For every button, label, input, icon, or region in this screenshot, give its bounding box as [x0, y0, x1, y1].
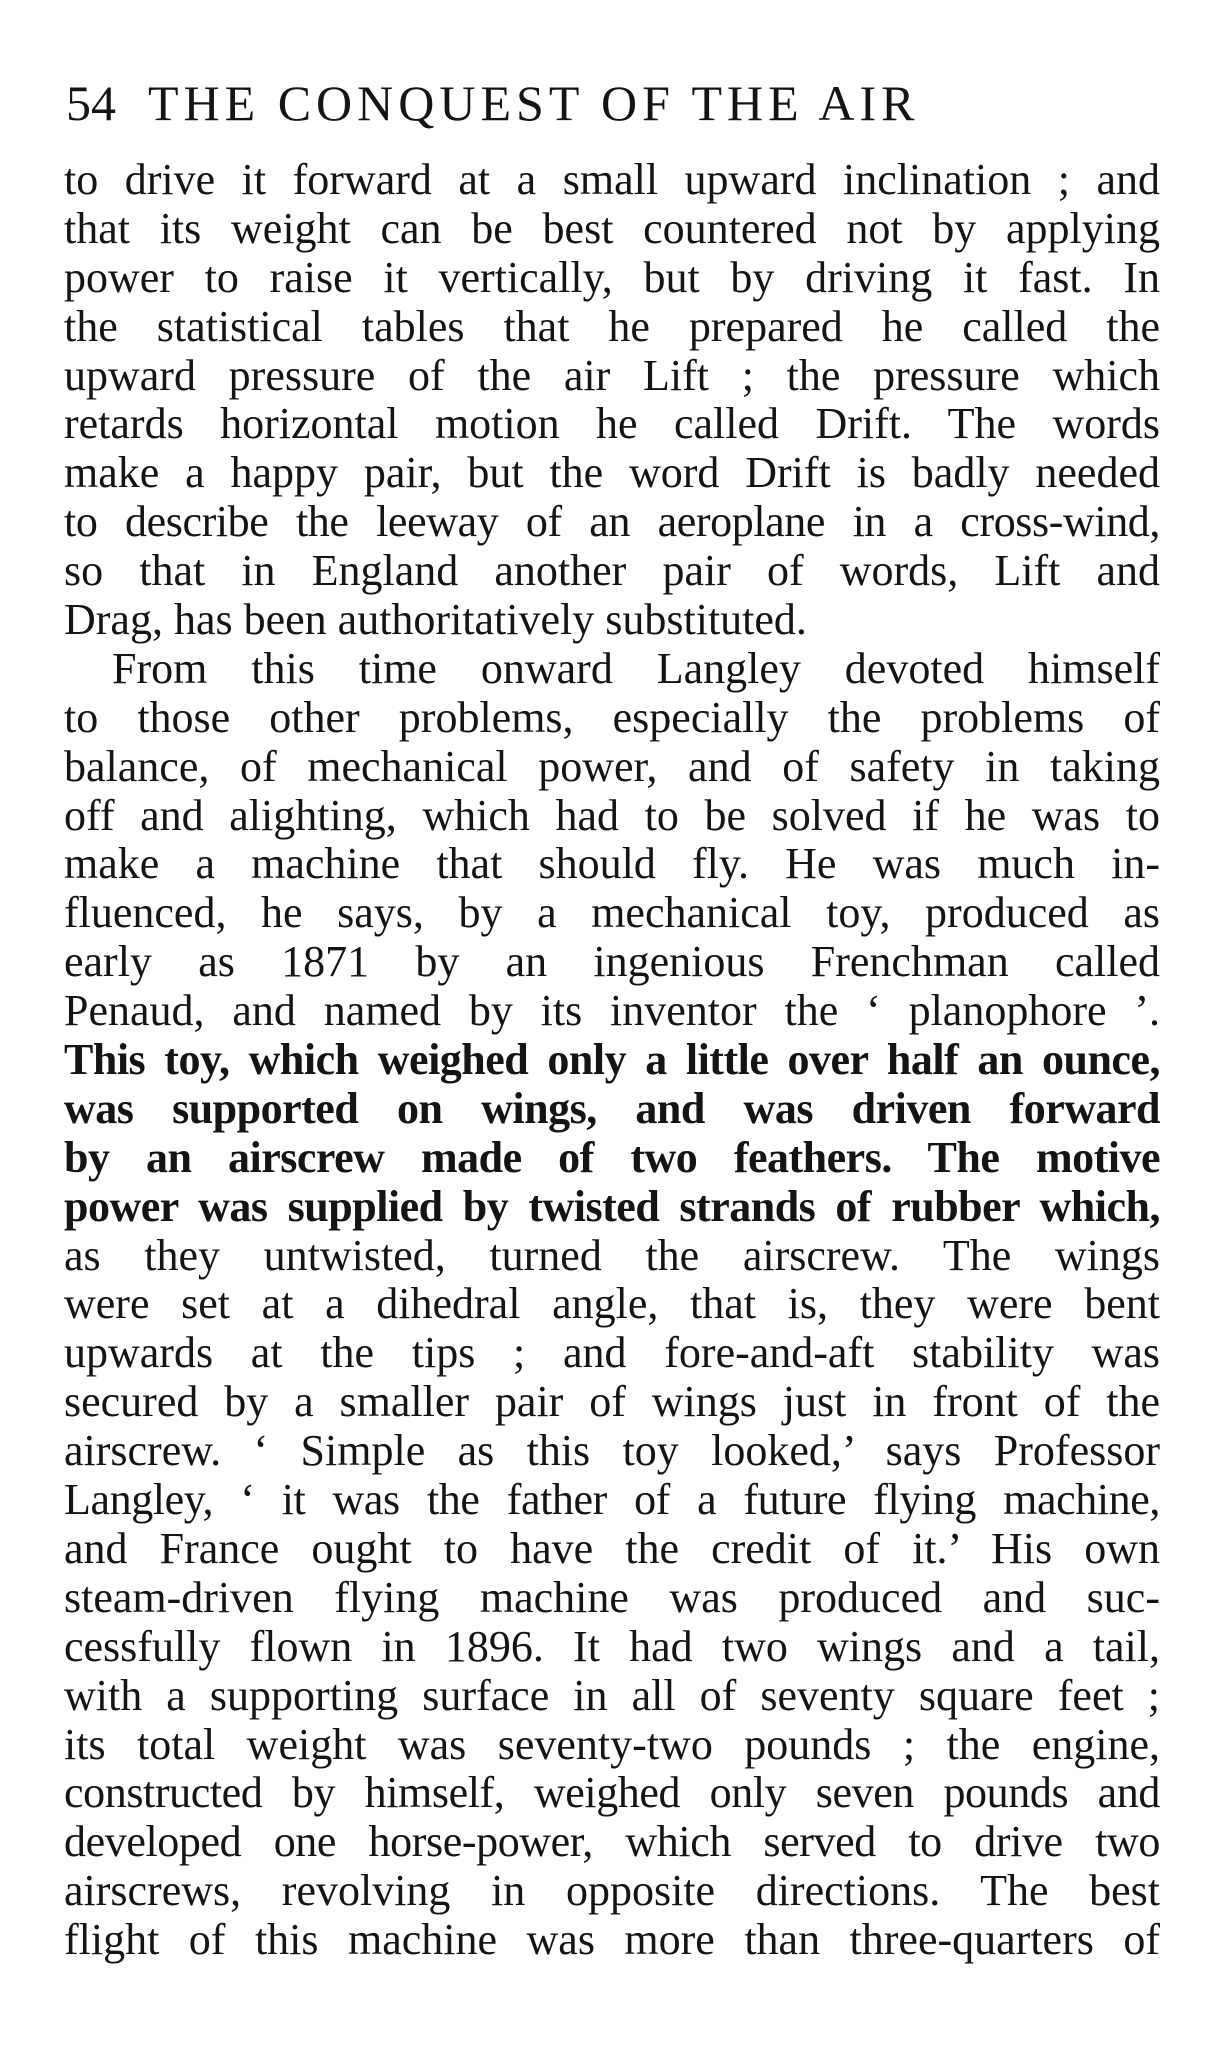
running-head-title: THE CONQUEST OF THE AIR: [148, 75, 920, 131]
text-line: Langley, ‘ it was the father of a future flying machine,: [64, 1475, 1160, 1525]
text-line: off and alighting, which had to be solved if he was to: [64, 790, 1160, 840]
text-line: upwards at the tips ; and fore-and-aft stability was: [64, 1328, 1160, 1378]
text-line: steam-driven flying machine was produced and suc-: [64, 1572, 1160, 1622]
text-line: early as 1871 by an ingenious Frenchman called: [64, 937, 1160, 987]
text-line: the statistical tables that he prepared he called the: [64, 301, 1160, 351]
page-number: 54: [66, 75, 116, 131]
text-line: flight of this machine was more than three-quarters of: [64, 1915, 1160, 1965]
text-line: From this time onward Langley devoted himself: [112, 643, 1160, 693]
text-line: Drag, has been authoritatively substituted.: [64, 595, 807, 645]
text-line: power was supplied by twisted strands of rubber which,: [64, 1181, 1160, 1231]
text-line: constructed by himself, weighed only seven pounds and: [64, 1768, 1160, 1818]
text-line: that its weight can be best countered not by applying: [64, 203, 1160, 253]
body-text: [64, 156, 1160, 1965]
text-line: was supported on wings, and was driven forward: [64, 1083, 1160, 1133]
text-line: by an airscrew made of two feathers. The motive: [64, 1132, 1160, 1182]
text-line: so that in England another pair of words, Lift and: [64, 546, 1160, 596]
text-line: retards horizontal motion he called Drift. The words: [64, 399, 1160, 449]
text-line: and France ought to have the credit of it.’ His own: [64, 1523, 1160, 1573]
text-line: cessfully flown in 1896. It had two wings and a tail,: [64, 1621, 1160, 1671]
text-line: make a happy pair, but the word Drift is badly needed: [64, 448, 1160, 498]
running-head: [66, 68, 1166, 138]
text-line: make a machine that should fly. He was much in-: [64, 839, 1160, 889]
text-line: were set at a dihedral angle, that is, they were bent: [64, 1279, 1160, 1329]
text-line: upward pressure of the air Lift ; the pressure which: [64, 350, 1160, 400]
text-line: to drive it forward at a small upward inclination ; and: [64, 155, 1160, 204]
text-line: This toy, which weighed only a little over half an ounce,: [64, 1035, 1160, 1085]
text-line: airscrews, revolving in opposite directions. The best: [64, 1866, 1160, 1916]
text-line: Penaud, and named by its inventor the ‘ planophore ’.: [64, 986, 1160, 1036]
text-line: developed one horse-power, which served to drive two: [64, 1817, 1160, 1867]
text-line: balance, of mechanical power, and of safety in taking: [64, 741, 1160, 791]
text-line: as they untwisted, turned the airscrew. The wings: [64, 1230, 1160, 1280]
text-line: power to raise it vertically, but by driving it fast. In: [64, 252, 1160, 302]
text-line: its total weight was seventy-two pounds ; the engine,: [64, 1719, 1160, 1769]
text-line: fluenced, he says, by a mechanical toy, produced as: [64, 888, 1160, 938]
text-line: to describe the leeway of an aeroplane in a cross-wind,: [64, 497, 1160, 547]
text-line: with a supporting surface in all of seventy square feet ;: [64, 1670, 1160, 1720]
text-line: airscrew. ‘ Simple as this toy looked,’ says Professor: [64, 1426, 1160, 1476]
text-line: secured by a smaller pair of wings just in front of the: [64, 1377, 1160, 1427]
text-line: to those other problems, especially the problems of: [64, 692, 1160, 742]
